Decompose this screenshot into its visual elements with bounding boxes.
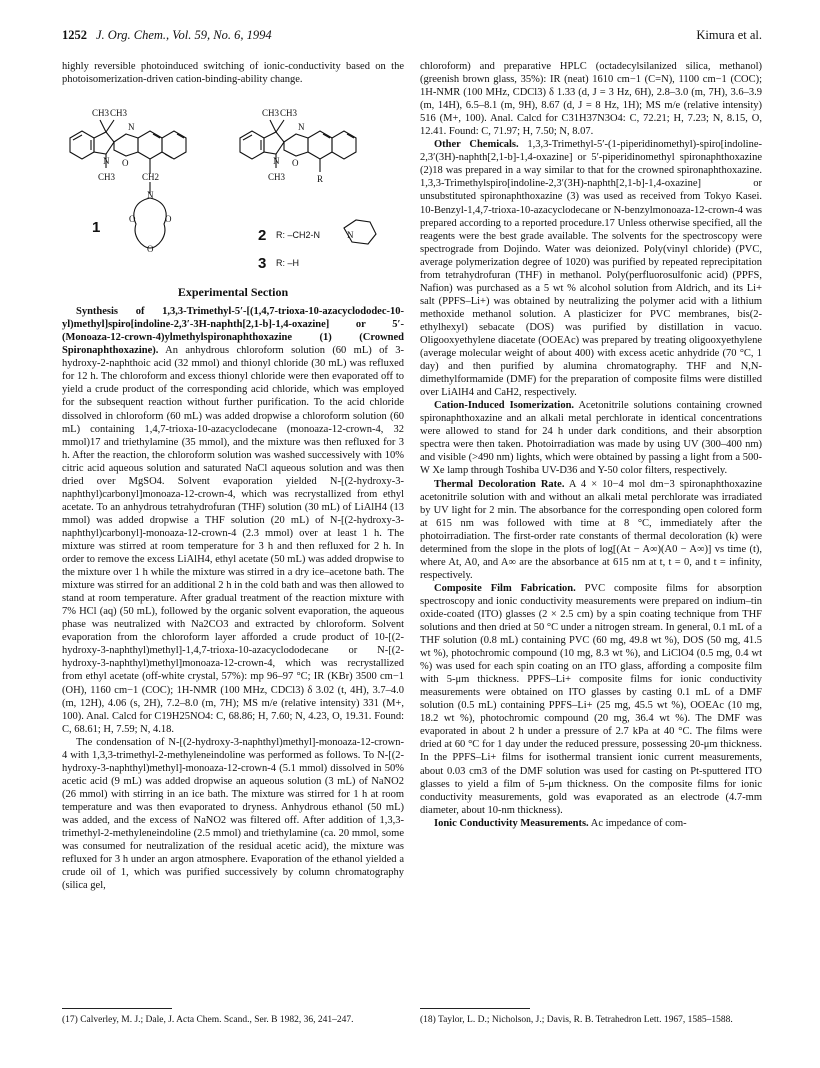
r-definition-3: R: –H (276, 258, 300, 269)
s1-oxazine-ring (114, 134, 138, 156)
compound-1-label: 1 (92, 219, 101, 237)
composite-body: PVC composite films for absorption spectroscopy and ionic conductivity measurements were prepared on indium–tin oxide-coated (ITO) glasses (2 × 2.5 cm) by a spin coating technique from THF solutions and then dried at 50 °C under a nitrogen stream. In general, 0.1 mL of a THF solution (0.8 mL) containing PVC (60 mg, 49.8 wt %), DOS (50 mg, 41.5 wt %), photochromic compound (10 mg, 8.3 wt %), and LiClO4 (0.5 mg, 0.4 wt %) was used for each spin coating on an ITO glass, affording a composite film with 5-μm thickness. PPFS–Li+ composite films for ionic conductivity measurements were obtained on ITO glasses by casting 0.1 mL of a DMF solution (0.5 mL) containing PPFS–Li+ (25 mg, 45.5 wt %), OOEAc (10 mg, 18.2 wt %), photochromic compound (20 mg, 36.4 wt %). The DMF was evaporated in about 2 h under a pressure of 2.7 kPa at 40 °C. The films were dried at 60 °C for 1 day under the reduced pressure, possessing 20-μm thickness. In the PPFS–Li+ films for isothermal transient ionic current measurements, about 0.03 cm3 of the DMF solution was used for casting on Pt-sputtered ITO glasses to yield a film of 5-μm thickness. On the composite films for ionic conductivity measurements, gold was evaporated as an electrode (4.7-mm diameter, about 10-nm thickness). (420, 582, 762, 816)
thermal-lead: Thermal Decoloration Rate. (434, 478, 565, 490)
thermal-paragraph (420, 478, 762, 582)
synthesis-paragraph (62, 305, 404, 736)
s2-naphthalene-b (332, 131, 356, 159)
s1-n-methyl: CH3 (98, 172, 116, 183)
page-number: 1252 (62, 28, 87, 42)
s1-crown-ring (134, 198, 166, 248)
s1-imine-n: N (128, 122, 135, 133)
footnote-17: (17) Calverley, M. J.; Dale, J. Acta Chem. Scand., Ser. B 1982, 36, 241–247. (62, 1015, 354, 1025)
footnote-rule-left (62, 1008, 172, 1009)
section-title: Experimental Section (177, 285, 289, 300)
right-column (420, 60, 762, 830)
s2-imine-n: N (298, 122, 305, 133)
s1-naphthalene-a (138, 131, 162, 159)
s1-crown-o-left: O (129, 214, 136, 225)
left-column (62, 60, 404, 892)
s1-methyl-left: CH3 (92, 108, 110, 119)
chemical-structures-figure (62, 98, 404, 276)
ionic-lead: Ionic Conductivity Measurements. (434, 817, 589, 829)
synthesis-lead: Synthesis of 1,3,3-Trimethyl-5′-[(1,4,7-trioxa-10-azacyclododec-10-yl)methyl]spiro[indoline-2,3′-3H-naphth[2,1-b]-1,4-oxazine] or 5′-(Monoaza-12-crown-4)ylmethylspironaphthoxazine (1) (Crowned Spironaphthoxazine). (62, 306, 404, 357)
ionic-paragraph (420, 817, 762, 830)
running-header (62, 28, 762, 48)
structures-svg (62, 98, 404, 276)
s2-n-methyl: CH3 (268, 172, 286, 183)
other-chemicals-lead: Other Chemicals. (434, 139, 519, 151)
s2-indoline-n: N (273, 156, 280, 167)
composite-paragraph (420, 582, 762, 817)
continuation-paragraph: chloroform) and preparative HPLC (octadecylsilanized silica, methanol) (greenish brown glass, 35%): IR (neat) 1610 cm−1 (C=N), 1100 cm−1 (COC); 1H-NMR (100 MHz, CDCl3) δ 1.33 (d, J = 3 Hz, 6H), 2.8–3.0 (m, 7H), 3.6–3.9 (m, 14H), 6.5–8.1 (m, 9H), 8.67 (d, J = 8 Hz, 1H); MS m/e (relative intensity) 516 (M+, 100). Anal. Calcd for C31H37N3O4: C, 72.21; H, 7.23; N, 8.15, O, 12.41. Found: C, 71.97; H, 7.50; N, 8.07. (420, 61, 762, 138)
intro-paragraph: highly reversible photoinduced switching of ionic-conductivity based on the photoisomerization-driven cation-binding-ability change. (62, 61, 404, 86)
s2-methyl-left: CH3 (262, 108, 280, 119)
thermal-body: A 4 × 10−4 mol dm−3 spironaphthoxazine acetonitrile solution with and without an alkali metal perchlorate was irradiated by UV light for 2 min. The absorbance for the corresponding open colored form at 615 nm was followed with time at 8 °C, immediately after the photoirradiation. The first-order rate constants of thermal decoloration (k) were determined from the slope in the plots of log[(At − A∞)(A0 − A∞)] vs time (t), where At, A0, and A∞ are the absorbance at 615 nm at t, t = 0, and t = infinity, respectively. (420, 478, 762, 581)
s1-crown-o-bottom: O (147, 244, 154, 255)
s2-oxazine-o: O (292, 158, 299, 169)
r-definition-2: R: –CH2-N (276, 230, 321, 241)
cation-lead: Cation-Induced Isomerization. (434, 400, 575, 412)
s1-oxazine-o: O (122, 158, 129, 169)
other-chemicals-body: 1,3,3-Trimethyl-5′-(1-piperidinomethyl)-spiro[indoline-2,3′(3H)-naphth[2,1-b]-1,4-oxazine] or 5′-piperidinomethyl spironaphthoxazine (2)18 was prepared in a way similar to that for the crowned spironaphthoxazine. 1,3,3-Trimethylspiro[indoline-2,3′(3H)-naphth[2,1-b]-1,4-oxazine] or unsubstituted spironaphthoxazine (3) was used as received from Tokyo Kasei. 10-Benzyl-1,4,7-trioxa-10-azacyclodecane or N-benzylmonoaza-12-crown-4 was prepared according to a reported procedure.17 Unless otherwise specified, all the reagents were the best grade available. The solvents for the spectroscopy were spectrograde from Dojindo. Water was deionized. Poly(vinyl chloride) (PVC, average polymerization degree of 1020) was purified by repeated reprecipitation from tetrahydrofuran (THF) in methanol. Poly(perfluorosulfonic acid) (PPFS, Nafion) was purchased as a 5 wt % alcohol solution from Aldrich, and its Li+ salt (PPFS–Li+) was obtained by neutralizing the polymer acid with a lithium methoxide methanol solution. A plasticizer for PVC membranes, bis(2-ethylhexyl) sebacate (DOS) was purified by distillation in vacuo. Oligooxyethylene diacetate (OOEAc) was prepared by treating oligooxyethylene (average molecular weight of about 400) with excess acetic anhydride (70 °C, 1 day) and then purified by alumina chromatography. THF and N,N-dimethylformamide (DMF) for the preparation of composite films were distilled over LiAlH4 and CaH2, respectively. (420, 139, 763, 399)
s2-naphthalene-a (308, 131, 332, 159)
footnote-18: (18) Taylor, L. D.; Nicholson, J.; Davis, R. B. Tetrahedron Lett. 1967, 1585–1588. (420, 1015, 733, 1025)
cation-body: Acetonitrile solutions containing crowned spironaphthoxazine and an alkali metal perchlorate in identical concentrations were allowed to stand for 24 h under dark conditions, and their absorption spectra were then taken. Photoirradiation was made by using UV (300–400 nm) and visible (>490 nm) lights, which were obtained by passing a light from a 500-W Xe lamp through Toshiba UV-D36 and Y-50 color filters, respectively. (420, 400, 763, 477)
ionic-body: Ac impedance of com- (590, 817, 687, 829)
running-authors: Kimura et al. (696, 28, 762, 42)
condensation-paragraph: The condensation of N-[(2-hydroxy-3-naphthyl)methyl]-monoaza-12-crown-4 with 1,3,3-trimethyl-2-methyleneindoline was performed as follows. To N-[(2-hydroxy-3-naphthyl)methyl]-monoaza-12-crown-4 (5.1 mmol) dissolved in 50% acetic acid (9 mL) was added dropwise an aqueous solution (3 mL) of NaNO2 (26 mmol) with stirring in an ice bath. The mixture was stirred for 1 h at room temperature and was then evaporated to dryness. Anhydrous ethanol (50 mL) was added, and the excess of NaNO2 was filtered off. After addition of 1,3,3-trimethyl-2-methyleneindoline (2.5 mmol) and triethylamine (ca. 20 mmol, some was consumed for neutralization of the residual acetic acid), the mixture was refluxed for 3 h under an argon atmosphere. Evaporation of the ethanol yielded a crude oil of 1, which was purified successively by column chromatography (silica gel, (62, 736, 404, 892)
other-chemicals-paragraph (420, 138, 762, 399)
compound-3-label: 3 (258, 255, 267, 273)
cation-paragraph (420, 399, 762, 477)
journal-citation: J. Org. Chem., Vol. 59, No. 6, 1994 (96, 28, 272, 42)
s2-r-label: R (317, 174, 324, 185)
composite-lead: Composite Film Fabrication. (434, 582, 576, 594)
s1-ch2: CH2 (142, 172, 160, 183)
s1-indoline-n: N (103, 156, 110, 167)
s2-indoline-ring (264, 132, 284, 154)
compound-2-label: 2 (258, 227, 267, 245)
footnote-rule-right (420, 1008, 530, 1009)
s1-indoline-ring (94, 132, 114, 154)
s2-oxazine-ring (284, 134, 308, 156)
s1-crown-n: N (147, 190, 154, 201)
s1-crown-o-right: O (165, 214, 172, 225)
s2-methyl-right: CH3 (280, 108, 298, 119)
s1-methyl-right: CH3 (110, 108, 128, 119)
piperidine-n: N (347, 230, 354, 241)
synthesis-body: An anhydrous chloroform solution (60 mL) of 3-hydroxy-2-naphthoic acid (32 mmol) and thionyl chloride (30 mL) was refluxed for 12 h. The chloroform and excess thionyl chloride were then evaporated off to yield a crude product of the corresponding acid chloride, which was employed for the subsequent reaction without further purification. To the acid chloride dissolved in chloroform (60 mL) was added dropwise a chloroform solution (60 mL) containing 1,4,7-trioxa-10-azacyclodecane (monoaza-12-crown-4, 32 mmol)17 and triethylamine (35 mmol), and the mixture was then refluxed for 3 h. After the reaction, the chloroform solution was washed successively with 10% citric acid aqueous solution and saturated NaCl aqueous solution and was then dried over MgSO4. Solvent evaporation yielded N-[(2-hydroxy-3-naphthyl)carbonyl]monoaza-12-crown-4, which was recrystallized from ethyl acetate. To an anhydrous tetrahydrofuran (THF) solution (30 mL) of LiAlH4 (13 mmol) was added dropwise a THF solution (20 mL) of N-[(2-hydroxy-3-naphthyl)carbonyl]-monoaza-12-crown-4 (2.3 mmol) over at least 1 h. The mixture was stirred at room temperature for 3 h and then refluxed for 2 h. In order to remove the excess LiAlH4, ethyl acetate (50 mL) was added dropwise to the mixture over 1 h while the mixture was stirred in a dry ice–acetone bath. The mixture was stirred for an additional 2 h in the cold bath and was then allowed to stand at room temperature. After gradual treatment of the reaction mixture with 7% HCl (aq) (50 mL), followed by the organic solvent evaporation, the aqueous phase was neutralized with Na2CO3 and extracted by chloroform. Solvent evaporation from the chloroform layer afforded a crude product of 10-[(2-hydroxy-3-naphthyl)methyl]-1,4,7-trioxa-10-azacyclododecane or N-[(2-hydroxy-3-naphthyl)methyl]monoaza-12-crown-4, which was recrystallized from ethyl acetate (off-white crystal, 57%): mp 96–97 °C; IR (KBr) 3500 cm−1 (OH), 1160 cm−1 (COC); 1H-NMR (100 MHz, CDCl3) δ 3.02 (t, 4H), 3.7–4.0 (m, 12H), 4.06 (s, 2H), 7.2–8.0 (m, 7H); MS m/e (relative intensity) 331 (M+, 100). Anal. Calcd for C19H25NO4: C, 68.86; H, 7.60; N, 4.23, O, 19.31. Found: C, 68.61; H, 7.59; N, 4.18. (62, 345, 404, 735)
